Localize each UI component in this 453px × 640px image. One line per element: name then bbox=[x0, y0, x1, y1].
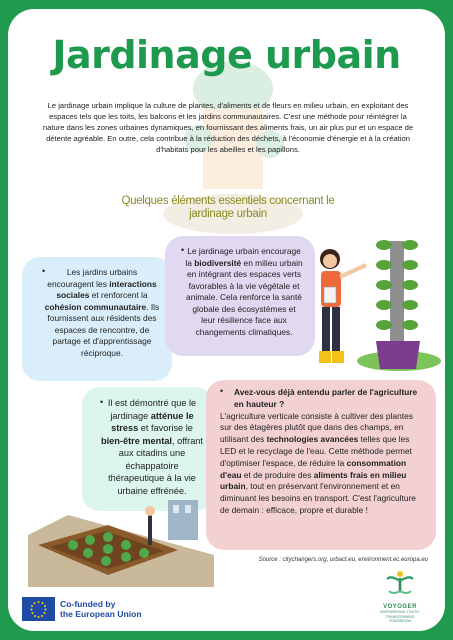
vertical-farming-text: L'agriculture verticale consiste à cultiver des plantes sur des étagères plutôt que dans des champs, en utilisant des technologies avancées telles que les LED et le recyclage de l'eau. Cette méthode permet d'optimiser l'espace, de réduire la consommation d'eau et de produire des aliments frais en milieu urbain, tout en préservant l'environnement et en diminuant les besoins en transport. C'est l'agriculture de demain : efficace, propre et durable ! bbox=[220, 410, 416, 515]
poster-sheet bbox=[8, 9, 445, 631]
biodiversity-box: • Le jardinage urbain encourage la biodiversité en milieu urbain en intégrant des espaces verts favorables à la vie végétale et animale. Cela renforce la santé globale des écosystèmes et leur résilience face aux changements climatiques. bbox=[165, 236, 315, 356]
page-title: Jardinage urbain bbox=[52, 33, 401, 77]
eu-label-line2: the European Union bbox=[60, 609, 142, 619]
vertical-farming-box bbox=[206, 380, 436, 550]
voyoger-logo-icon bbox=[383, 569, 417, 597]
highlight-text: technologies avancées bbox=[266, 434, 359, 445]
eu-cofunding-logo bbox=[22, 597, 142, 621]
vertical-farming-title: Avez-vous déjà entendu parler de l'agriculture en hauteur ? bbox=[234, 387, 418, 409]
social-cohesion-box: • Les jardins urbains encouragent les interactions sociales et renforcent la cohésion communautaire. Ils fournissent aux résidents des espaces de rencontre, de partage et d'apprentissage réciproque. bbox=[22, 257, 172, 381]
highlight-text: bien-être mental bbox=[101, 435, 172, 446]
highlight-text: biodiversité bbox=[194, 257, 242, 268]
vertical-farming-illustration bbox=[304, 231, 442, 381]
section-subtitle: Quelques éléments essentiels concernant le jardinage urbain bbox=[121, 195, 335, 220]
voyoger-name: VOYOGER bbox=[383, 604, 417, 610]
wellbeing-box: • Il est démontré que le jardinage atténue le stress et favorise le bien-être mental, offrant aux citadins une échappatoire thérapeutique à la vie urbaine effrénée. bbox=[82, 387, 214, 511]
eu-flag-icon bbox=[22, 597, 55, 621]
voyoger-logo bbox=[370, 569, 430, 624]
highlight-text: aliments frais en milieu urbain bbox=[220, 469, 407, 492]
bullet-icon: • bbox=[181, 245, 185, 255]
highlight-text: interactions sociales bbox=[56, 278, 157, 300]
voyoger-tagline-1: EMPOWERING YOUTH, bbox=[380, 610, 420, 614]
intro-paragraph: Le jardinage urbain implique la culture de plantes, d'aliments et de fleurs en milieu urbain, en exploitant des espaces tels que les toits, les balcons et les jardins communautaires. C'est une méthode pour réintégrer la nature dans les zones urbaines dynamiques, en fournissant des aliments frais, un air plus pur et un espace de détente agréable. En outre, cela contribue à la réduction des déchets, à l'économie d'énergie et à la création d'habitats pour les abeilles et les papillons. bbox=[42, 101, 414, 154]
rooftop-garden-illustration bbox=[28, 495, 214, 587]
eu-label-line1: Co-funded by bbox=[60, 598, 116, 609]
highlight-text: cohésion communautaire bbox=[44, 301, 147, 312]
bullet-icon: • bbox=[100, 397, 104, 407]
source-note: Source : citychangers.org, urbact.eu, environment.ec.europa.eu bbox=[258, 557, 428, 563]
voyoger-tagline-3: TOMORROW bbox=[388, 619, 412, 623]
highlight-text: consommation d'eau bbox=[220, 457, 407, 480]
bullet-icon: • bbox=[42, 266, 46, 276]
voyoger-tagline-2: TRANSFORMING bbox=[385, 614, 415, 619]
bullet-icon: • bbox=[220, 386, 224, 396]
highlight-text: atténue le stress bbox=[111, 410, 194, 433]
